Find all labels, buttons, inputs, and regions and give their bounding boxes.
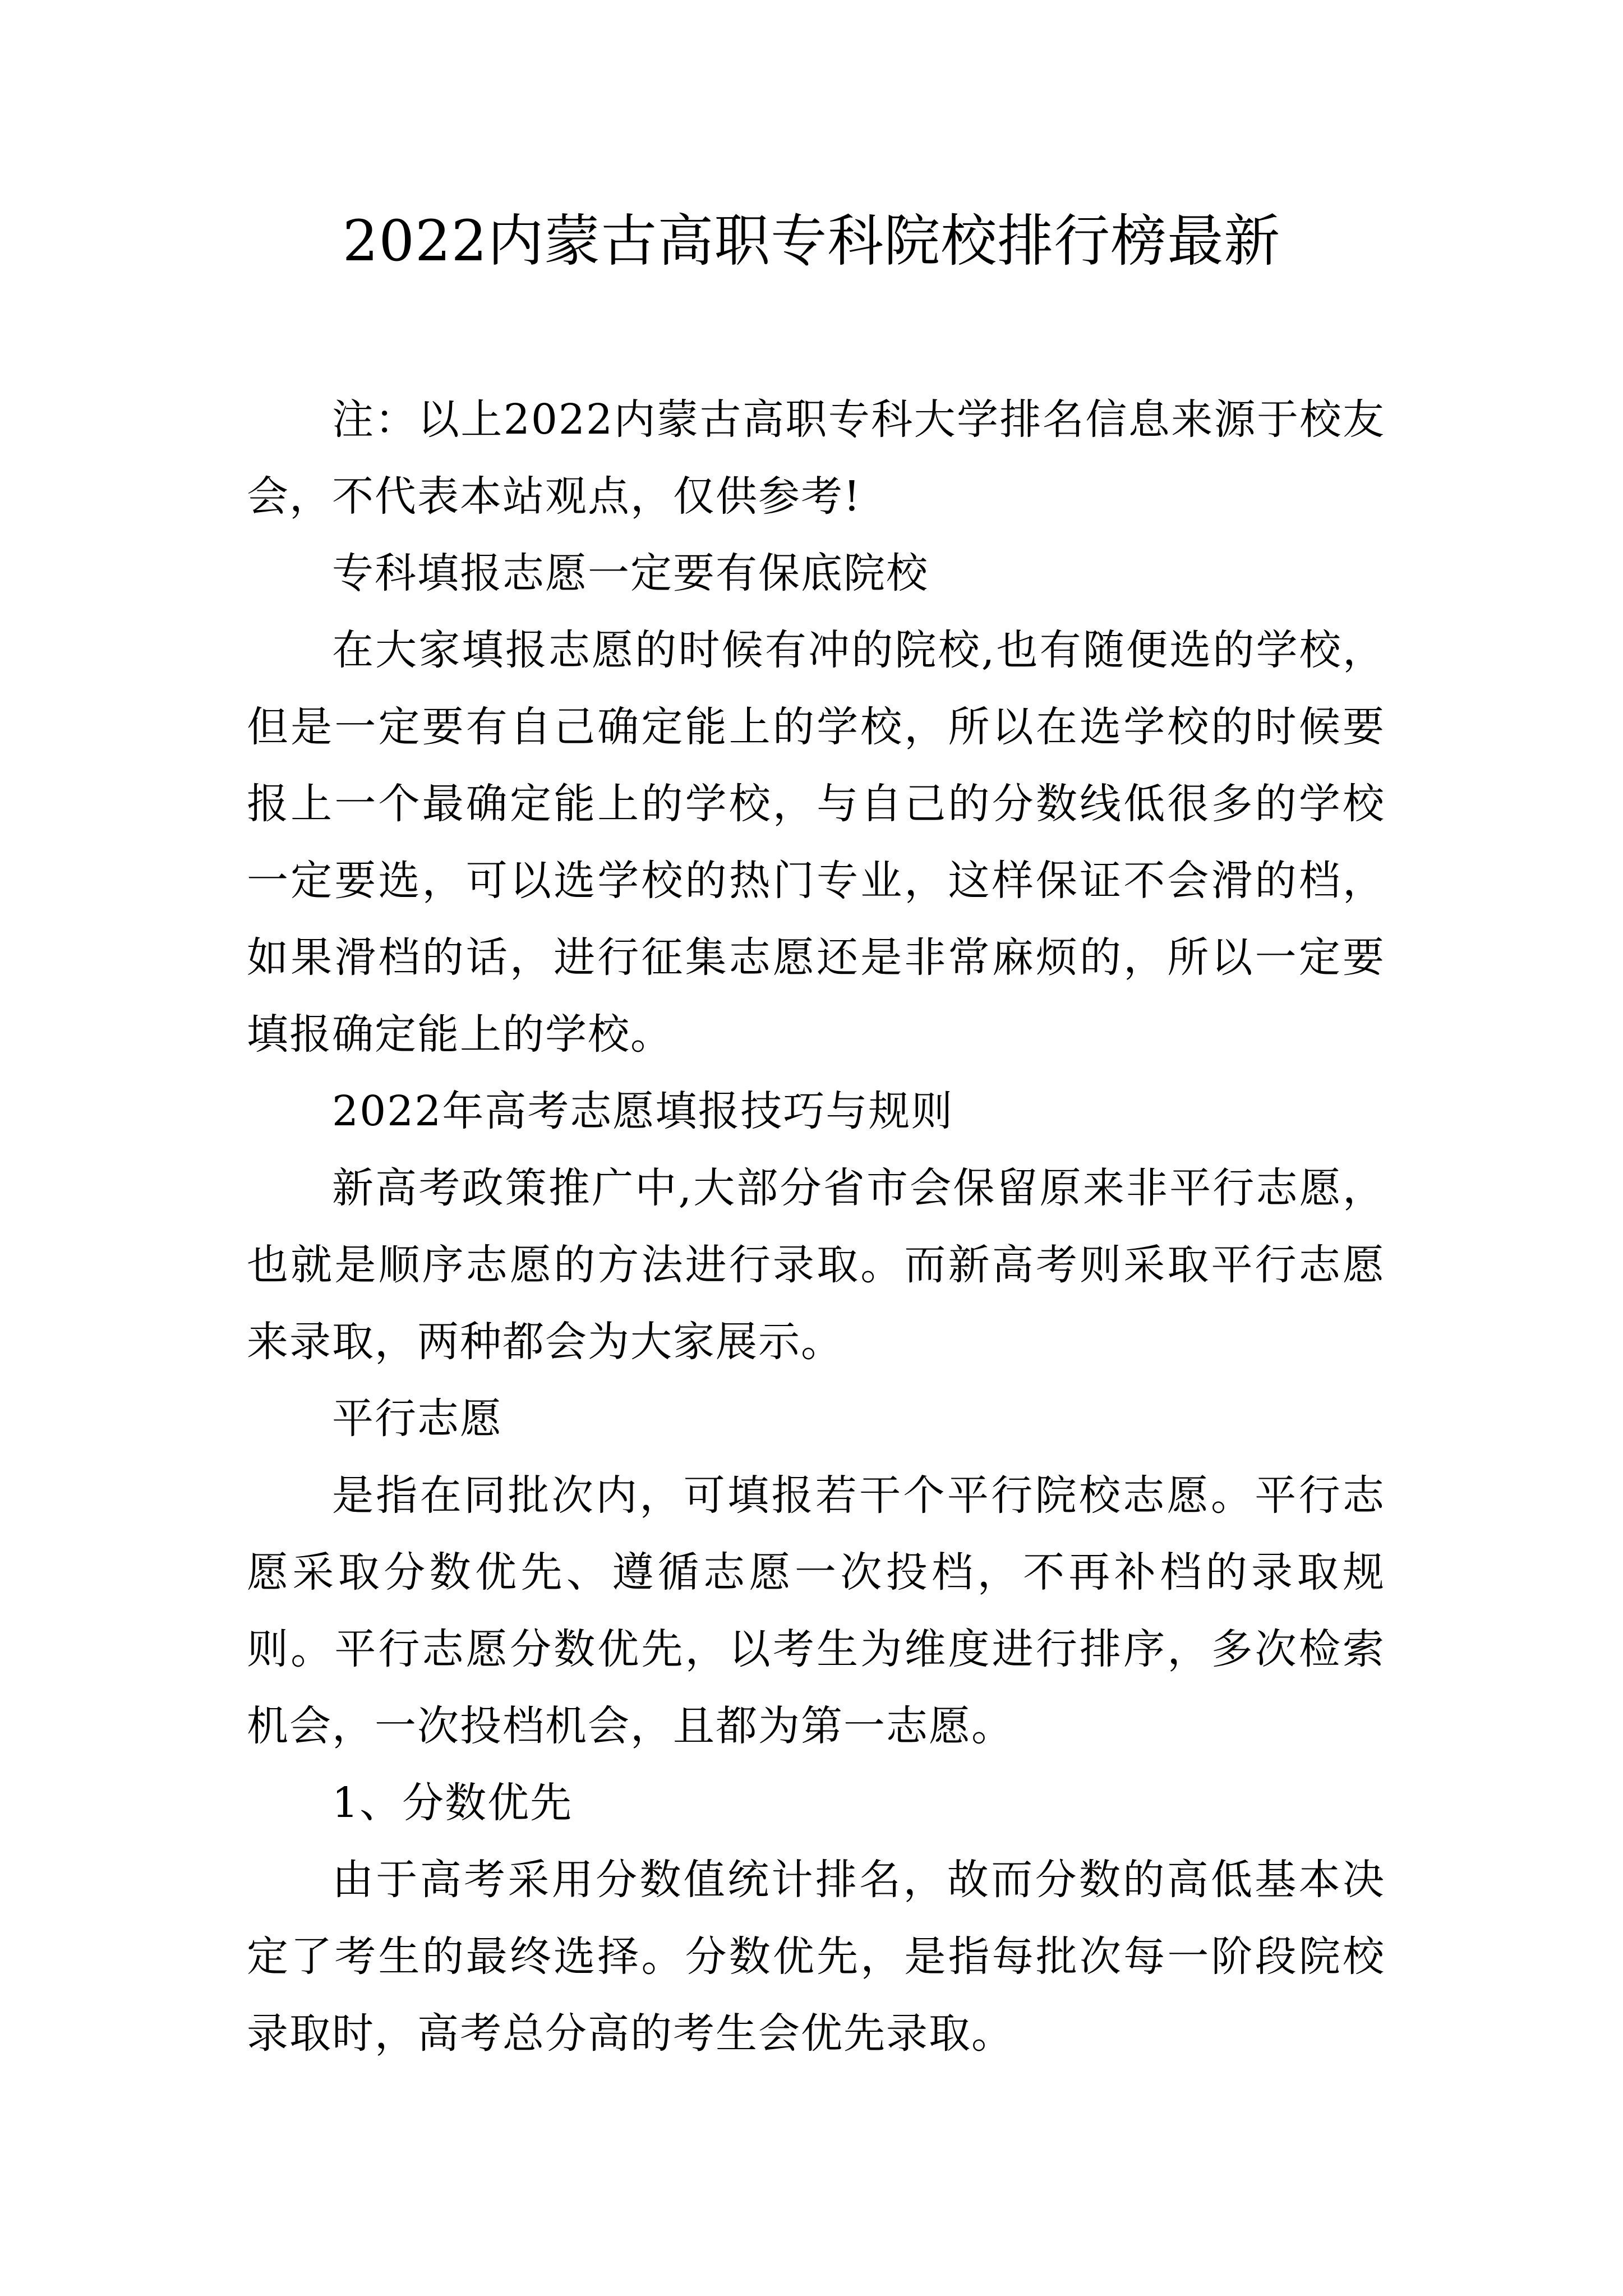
paragraph-parallel-definition: 是指在同批次内，可填报若干个平行院校志愿。平行志愿采取分数优先、遵循志愿一次投档，不再补档的录取规则。平行志愿分数优先，以考生为维度进行排序，多次检索机会，一次投档机会，且都为第一志愿。 — [247, 1471, 1385, 1750]
paragraph-score-priority: 由于高考采用分数值统计排名，故而分数的高低基本决定了考生的最终选择。分数优先，是指每批次每一阶段院校录取时，高考总分高的考生会优先录取。 — [247, 1856, 1385, 2058]
paragraph-source-note: 注：以上2022内蒙古高职专科大学排名信息来源于校友会，不代表本站观点，仅供参考! — [247, 395, 1385, 521]
paragraph-heading-tips-rules: 2022年高考志愿填报技巧与规则 — [332, 1087, 954, 1135]
paragraph-new-gaokao-policy: 新高考政策推广中,大部分省市会保留原来非平行志愿，也就是顺序志愿的方法进行录取。而新高考则采取平行志愿来录取，两种都会为大家展示。 — [247, 1164, 1385, 1366]
paragraph-safety-school-advice: 在大家填报志愿的时候有冲的院校,也有随便选的学校，但是一定要有自己确定能上的学校，所以在选学校的时候要报上一个最确定能上的学校，与自己的分数线低很多的学校一定要选，可以选学校的热门专业，这样保证不会滑的档，如果滑档的话，进行征集志愿还是非常麻烦的，所以一定要填报确定能上的学校。 — [247, 626, 1385, 1059]
paragraph-heading-score-priority: 1、分数优先 — [332, 1779, 573, 1827]
paragraph-heading-parallel: 平行志愿 — [332, 1395, 502, 1443]
document-body — [247, 381, 1385, 2072]
paragraph-heading-safety-school: 专科填报志愿一定要有保底院校 — [332, 549, 929, 597]
document-title: 2022内蒙古高职专科院校排行榜最新 — [342, 208, 1281, 274]
